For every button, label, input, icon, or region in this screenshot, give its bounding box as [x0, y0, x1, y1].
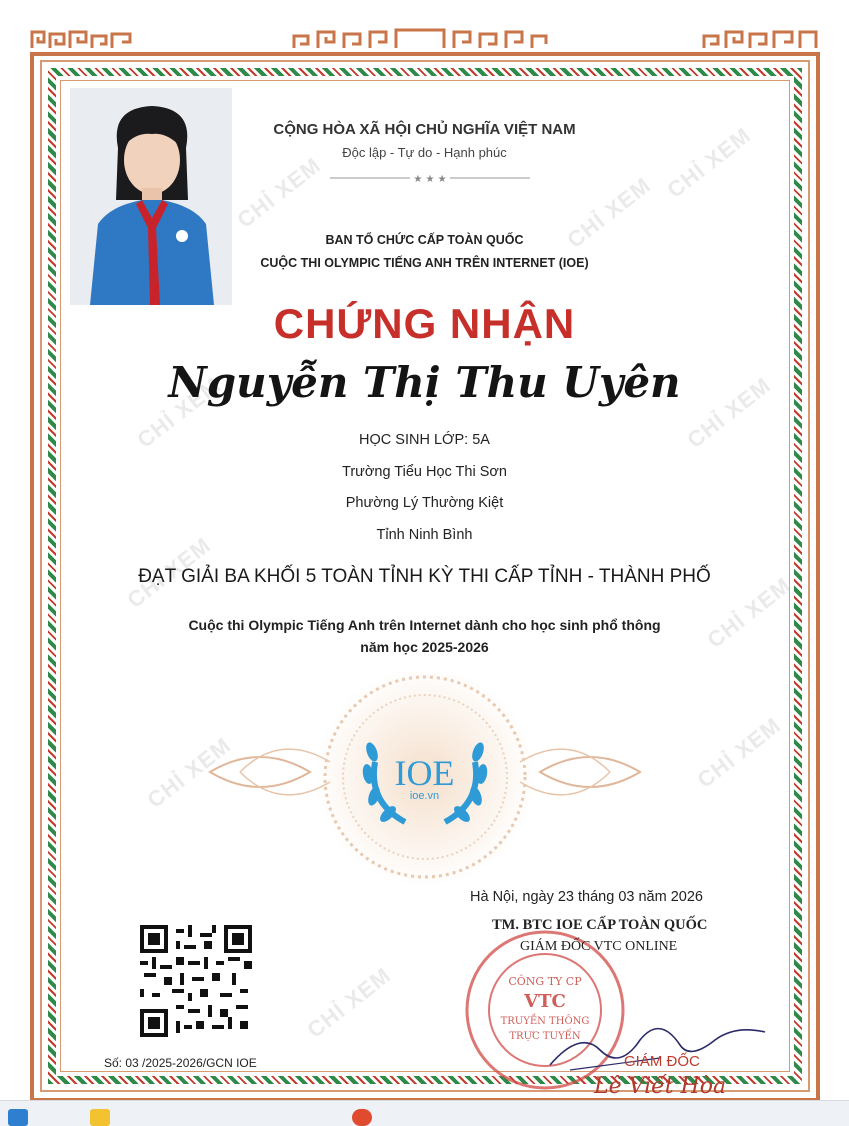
ward-name: Phường Lý Thường Kiệt [345, 495, 504, 511]
class-line: HỌC SINH LỚP: 5A [359, 432, 490, 448]
watermark-10: CHỈ XEM [302, 962, 396, 1043]
corner-ornament-left [30, 28, 140, 50]
watermark-3: CHỈ XEM [662, 122, 756, 203]
ioe-logo-url: ioe.vn [409, 790, 440, 802]
contest-line-2: năm học 2025-2026 [360, 639, 489, 655]
browser-icon[interactable] [352, 1109, 372, 1126]
school-name: Trường Tiểu Học Thi Sơn [342, 464, 507, 480]
taskbar [0, 1100, 849, 1126]
center-ornament [290, 28, 550, 50]
watermark-7: CHỈ XEM [702, 572, 796, 653]
header-divider [330, 170, 530, 183]
motto: Độc lập - Tự do - Hạnh phúc [342, 145, 507, 160]
qr-code [140, 925, 252, 1037]
certificate-title: CHỨNG NHẬN [273, 300, 576, 347]
organizer-line-1: BAN TỔ CHỨC CẤP TOÀN QUỐC [325, 233, 524, 247]
folder-icon[interactable] [90, 1109, 110, 1126]
corner-ornament-right [700, 28, 820, 50]
award-line: ĐẠT GIẢI BA KHỐI 5 TOÀN TỈNH KỲ THI CẤP TỈNH - THÀNH PHỐ [138, 566, 711, 587]
ioe-logo-text: IOE [394, 753, 455, 793]
watermark-8: CHỈ XEM [142, 732, 236, 813]
contest-line-1: Cuộc thi Olympic Tiếng Anh trên Internet dành cho học sinh phổ thông [188, 617, 661, 633]
watermark-9: CHỈ XEM [692, 712, 786, 793]
signer-role: GIÁM ĐỐC [624, 1053, 700, 1070]
watermark-6: CHỈ XEM [122, 532, 216, 613]
signer-position: GIÁM ĐỐC VTC ONLINE [520, 939, 678, 954]
svg-text:★ ★ ★: ★ ★ ★ [413, 174, 447, 183]
watermark-4: CHỈ XEM [132, 372, 226, 453]
watermark-5: CHỈ XEM [682, 372, 776, 453]
issue-date: Hà Nội, ngày 23 tháng 03 năm 2026 [470, 889, 703, 905]
seal-line-1: CÔNG TY CP [508, 975, 582, 988]
signer-name: Lê Viết Hòa [594, 1074, 727, 1099]
briefcase-icon[interactable] [8, 1109, 28, 1126]
recipient-name: Nguyễn Thị Thu Uyên [168, 358, 681, 407]
watermark-1: CHỈ XEM [232, 152, 326, 233]
signing-authority: TM. BTC IOE CẤP TOÀN QUỐC [492, 917, 708, 933]
republic-heading: CỘNG HÒA XÃ HỘI CHỦ NGHĨA VIỆT NAM [273, 121, 576, 138]
certificate-number: Số: 03 /2025-2026/GCN IOE [104, 1056, 257, 1070]
watermark-2: CHỈ XEM [562, 172, 656, 253]
organizer-line-2: CUỘC THI OLYMPIC TIẾNG ANH TRÊN INTERNET (IOE) [260, 256, 589, 270]
province-name: Tỉnh Ninh Bình [376, 527, 473, 543]
seal-line-2: VTC [524, 991, 566, 1012]
seal-line-3: TRUYỀN THÔNG [500, 1016, 590, 1027]
seal-line-4: TRỰC TUYẾN [509, 1031, 581, 1042]
